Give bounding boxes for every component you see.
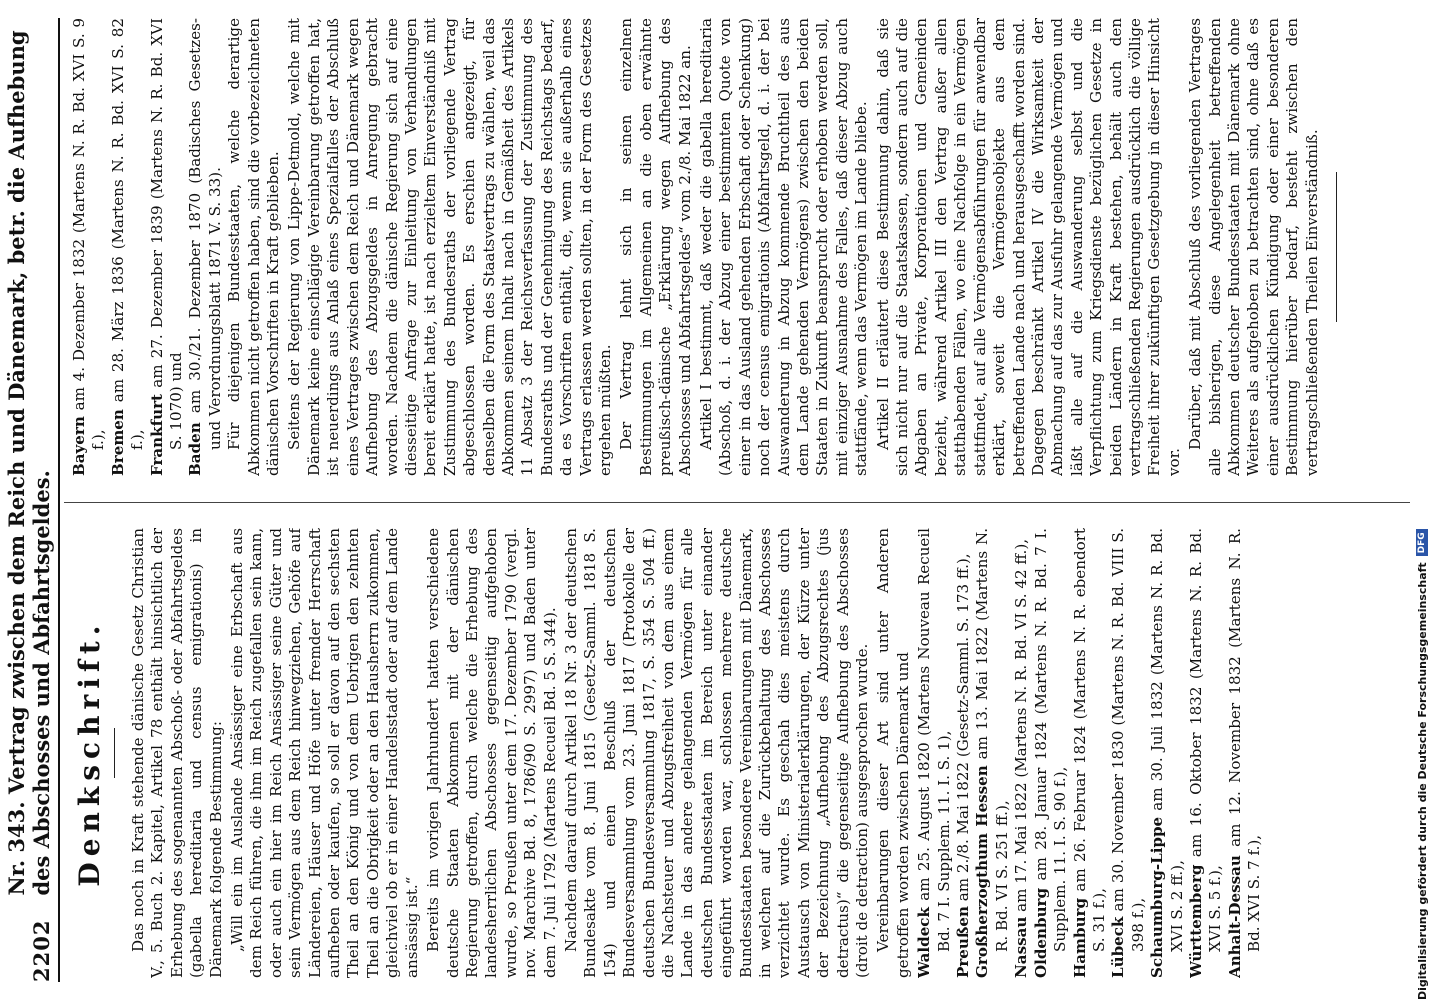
treaty-state: Lübeck [1109, 916, 1128, 978]
left-treaty-list [915, 528, 1264, 978]
treaty-state: Bremen [108, 409, 127, 476]
treaty-state: Württemberg [1186, 864, 1205, 978]
treaty-entry [1012, 528, 1031, 978]
treaty-entry [1071, 528, 1110, 978]
treaty-state: Preußen [954, 906, 973, 978]
treaty-details: am 30. Juli 1832 (Martens N. R. Bd. XVI S. 2 ff.), [1148, 528, 1186, 952]
treaty-details: am 27. Dezember 1839 (Martens N. R. Bd. XVI S. 1070) und [147, 18, 186, 450]
treaty-state: Baden [186, 422, 205, 476]
column-divider [64, 502, 1410, 503]
treaty-details: am 28. Januar 1824 (Martens N. R. Bd. 7 I. Supplem. 11. I. S. 90 f.), [1031, 528, 1070, 952]
body-paragraph: Artikel I bestimmt, daß weder die gabella hereditaria (Abschoß, d. i. der Abzug einer bestimmten Quote von einer in das Ausland gehenden Erbschaft oder Schenkung) noch der census emigrationis (Abfahrtsgeld, d. i. der bei Auswanderung in Abzug kommende Bruchtheil des aus dem Lande gehenden Vermögens) zwischen den beiden Staaten in Zukunft beansprucht oder erhoben werden soll, mit einziger Ausnahme des Falles, daß dieser Abzug auch stattfände, wenn das Vermögen im Lande bliebe. [697, 18, 871, 476]
treaty-details: am 30./21. Dezember 1870 (Badisches Gesetzes- und Verordnungsblatt 1871 V. S. 33). [186, 18, 224, 450]
treaty-entry [186, 18, 225, 476]
treaty-entry [1148, 528, 1187, 978]
dfg-logo: DFG [1416, 529, 1428, 556]
treaty-entry [1109, 528, 1148, 978]
treaty-entry [70, 18, 109, 476]
right-treaty-list [70, 18, 225, 476]
treaty-state: Bayern [70, 416, 88, 476]
left-paragraphs [129, 528, 913, 978]
page-header [4, 18, 60, 982]
treaty-entry [1032, 528, 1071, 978]
treaty-details: am 25. August 1820 (Martens Nouveau Recueil Bd. 7 I. Supplem. 11. I. S. 1), [915, 528, 953, 952]
running-title: Nr. 343. Vertrag zwischen dem Reich und Dänemark, betr. die Aufhebung des Abschosses und Abfahrtsgeldes. [4, 30, 54, 896]
document-title: Denkschrift. [73, 619, 106, 887]
left-column [70, 528, 1410, 978]
body-paragraph: „Will ein im Auslande Ansässiger eine Erbschaft aus dem Reich führen, die ihm im Reich zugefallen sein kann, oder auch ein hier im Reich Ansässiger seine Güter und sein Vermögen aus dem Reich hinwegziehen, Gehöfe auf Ländereien, Häuser und Höfe unter fremder Herrschaft aufheben oder kaufen, so soll er davon auf den sechsten Theil an den König und von dem Uebrigen den zehnten Theil an die Obrigkeit oder an den Hausherrn zukommen, gleichviel ob er in einer Handelsstadt oder auf dem Lande ansässig ist.“ [228, 528, 421, 978]
body-paragraph: Seitens der Regierung von Lippe-Detmold, welche mit Dänemark keine einschlägige Vereinbarung getroffen hat, ist neuerdings aus Anlaß eines Spezialfalles der Abschluß eines Vertrages zwischen dem Reich und Dänemark wegen Aufhebung des Abzugsgeldes in Anregung gebracht worden. Nachdem die dänische Regierung sich auf eine diesseitige Anfrage zur Einleitung von Verhandlungen bereit erklärt hatte, ist nach erzieltem Einverständniß mit Zustimmung des Bundesraths der vorliegende Vertrag abgeschlossen worden. Es erschien angezeigt, für denselben die Form des Staatsvertrags zu wählen, weil das Abkommen seinem Inhalt nach in Gemäßheit des Artikels 11 Absatz 3 der Reichsverfassung der Zustimmung des Bundesraths und der Genehmigung des Reichstags bedarf, da es Vorschriften enthält, die, wenn sie außerhalb eines Vertrags erlassen werden sollten, in der Form des Gesetzes ergehen müßten. [285, 18, 614, 476]
treaty-entry [148, 18, 187, 476]
treaty-state: Großherzogthum Hessen [973, 765, 992, 978]
treaty-details: am 26. Februar 1824 (Martens N. R. ebendort S. 31 f.), [1070, 528, 1108, 952]
treaty-entry [915, 528, 954, 978]
treaty-state: Waldeck [915, 907, 934, 978]
treaty-entry [1226, 528, 1265, 978]
treaty-details: am 2./8. Mai 1822 (Gesetz-Samml. S. 173 ff.), [954, 553, 973, 902]
treaty-entry [954, 528, 973, 978]
treaty-entry [109, 18, 148, 476]
body-paragraph: Darüber, daß mit Abschluß des vorliegenden Vertrages alle bisherigen, diese Angelegenheit betreffenden Abkommen deutscher Bundesstaaten mit Dänemark ohne Weiteres als aufgehoben zu betrachten sind, ohne daß es einer ausdrücklichen Kündigung oder einer besonderen Bestimmung hierüber bedarf, besteht zwischen den vertragschließenden Theilen Einverständniß. [1186, 18, 1321, 476]
treaty-state: Oldenburg [1031, 887, 1050, 978]
treaty-state: Hamburg [1070, 897, 1089, 978]
treaty-state: Frankfurt [147, 393, 166, 476]
treaty-details: am 30. November 1830 (Martens N. R. Bd. VIII S. 398 f.), [1109, 528, 1147, 952]
treaty-details: am 17. Mai 1822 (Martens N. R. Bd. VI S. 42 ff.), [1012, 538, 1031, 912]
treaty-details: am 12. November 1832 (Martens N. R. Bd. XVI S. 7 f.), [1225, 528, 1264, 952]
right-column [70, 18, 1410, 476]
treaty-state: Nassau [1012, 916, 1031, 978]
body-paragraph: Der Vertrag lehnt sich in seinen einzelnen Bestimmungen im Allgemeinen an die oben erwähnte preußisch-dänische „Erklärung wegen Aufhebung des Abschosses und Abfahrtsgeldes“ vom 2./8. Mai 1822 an. [617, 18, 694, 476]
body-paragraph: Nachdem darauf durch Artikel 18 Nr. 3 der deutschen Bundesakte vom 8. Juni 1815 (Gesetz-Samml. 1818 S. 154) und einen Beschluß der deutschen Bundesversammlung vom 23. Juni 1817 (Protokolle der deutschen Bundesversammlung 1817, S. 354 S. 504 ff.) die Nachsteuer und Abzugsfreiheit von dem aus einem Lande in das andere gelangenden Vermögen für alle deutschen Bundesstaaten im Bereich unter einander eingeführt worden war, schlossen mehrere deutsche Bundesstaaten besondere Vereinbarungen mit Dänemark, in welchen auf die Zurückbehaltung des Abschosses verzichtet wurde. Es geschah dies meistens durch Austausch von Ministerialerklärungen, der Kürze unter der Bezeichnung „Aufhebung des Abzugsrechtes (jus detractus)“ die gegenseitige Aufhebung des Abschosses (droit de detraction) ausgesprochen wurde. [561, 528, 872, 978]
body-paragraph: Das noch in Kraft stehende dänische Gesetz Christian V., 5. Buch 2. Kapitel, Artikel 78 enthält hinsichtlich der Erhebung des sogenannten Abschoß- oder Abfahrtsgeldes (gabella hereditaria und census emigrationis) in Dänemark folgende Bestimmung: [129, 528, 225, 978]
dfg-text: Digitalisierung gefördert durch die Deutsche Forschungsgemeinschaft [1415, 562, 1429, 1000]
treaty-details: am 13. Mai 1822 (Martens N. R. Bd. VI S. 251 ff.), [973, 528, 1011, 952]
treaty-entry [973, 528, 1012, 978]
treaty-entry [1187, 528, 1226, 978]
right-paragraphs [225, 18, 1322, 476]
body-paragraph: Artikel II erläutert diese Bestimmung dahin, daß sie sich nicht nur auf die Staatskassen, sondern auch auf die Abgaben an Private, Korporationen und Gemeinden bezieht, während Artikel III den Vertrag außer allen statthabenden Fällen, wo eine Nachfolge in ein Vermögen stattfindet, auf alle Vermögensabführungen für anwendbar erklärt, soweit die Vermögensobjekte aus dem betreffenden Lande nach und herausgeschafft worden sind. Dagegen beschränkt Artikel IV die Wirksamkeit der Abmachung auf das zur Ausfuhr gelangende Vermögen und läßt alle auf die Auswanderung selbst und die Verpflichtung zum Kriegsdienste bezüglichen Gesetze in beiden Ländern in Kraft bestehen, behält auch den vertragschließenden Regierungen ausdrücklich die völlige Freiheit ihrer zukünftigen Gesetzgebung in dieser Hinsicht vor. [873, 18, 1183, 476]
body-paragraph: Bereits im vorigen Jahrhundert hatten verschiedene deutsche Staaten Abkommen mit der dänischen Regierung getroffen, durch welche die Erhebung des landesherrlichen Abschosses gegenseitig aufgehoben wurde, so Preußen unter dem 17. Dezember 1790 (vergl. nov. Marchive Bd. 8, 1786/90 S. 2997) und Baden unter dem 7. Juli 1792 (Martens Recueil Bd. 5 S. 344). [424, 528, 559, 978]
treaty-state: Anhalt-Dessau [1225, 855, 1244, 978]
body-paragraph: Für diejenigen Bundesstaaten, welche derartige Abkommen nicht getroffen haben, sind die vorbezeichneten dänischen Vorschriften in Kraft geblieben. [225, 18, 283, 476]
page-number: 2202 [29, 919, 54, 982]
treaty-details: am 4. Dezember 1832 (Martens N. R. Bd. XVI S. 9 f.), [70, 18, 108, 450]
end-rule [1336, 172, 1337, 322]
treaty-state: Schaumburg-Lippe [1148, 816, 1167, 978]
body-paragraph: Vereinbarungen dieser Art sind unter Anderen getroffen worden zwischen Dänemark und [874, 528, 912, 978]
treaty-details: am 28. März 1836 (Martens N. R. Bd. XVI S. 82 f.), [108, 18, 147, 450]
title-rule [114, 728, 115, 778]
treaty-details: am 16. Oktober 1832 (Martens N. R. Bd. XVI S. 5 f.), [1186, 528, 1225, 952]
dfg-watermark [1415, 10, 1429, 1000]
